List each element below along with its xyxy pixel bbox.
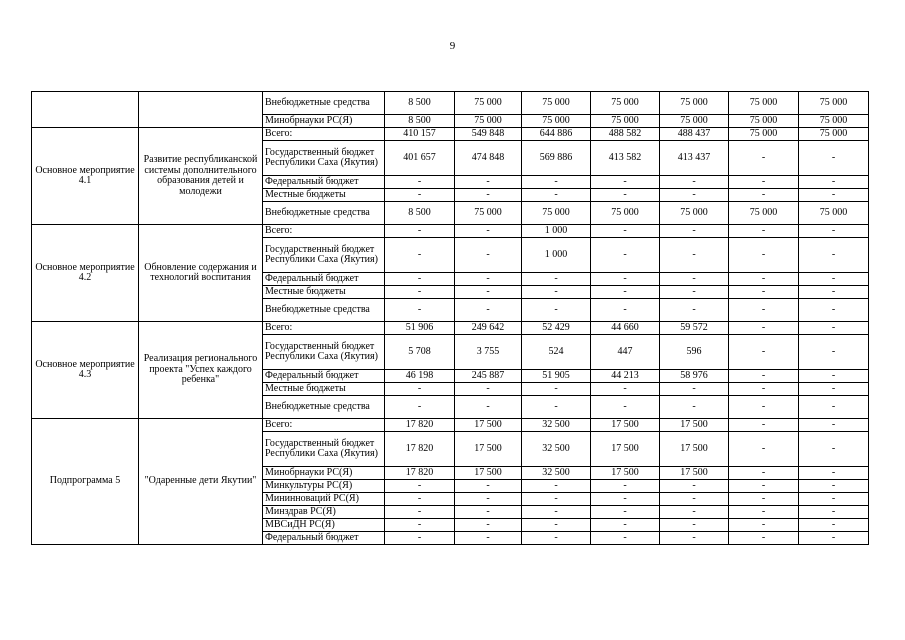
amount-cell: - — [591, 493, 660, 506]
amount-cell: - — [729, 273, 799, 286]
activity-description-cell: Реализация регионального проекта "Успех каждого ребенка" — [139, 322, 263, 419]
amount-cell: - — [522, 189, 591, 202]
amount-cell: 75 000 — [660, 202, 729, 225]
amount-cell: 249 642 — [455, 322, 522, 335]
amount-cell: 75 000 — [729, 128, 799, 141]
amount-cell: - — [455, 286, 522, 299]
funding-source-cell: Внебюджетные средства — [263, 202, 385, 225]
amount-cell: 75 000 — [455, 202, 522, 225]
activity-name-cell: Основное мероприятие 4.3 — [32, 322, 139, 419]
amount-cell: - — [729, 532, 799, 545]
amount-cell: 17 820 — [385, 467, 455, 480]
amount-cell: 1 000 — [522, 238, 591, 273]
page-number: 9 — [449, 40, 456, 52]
amount-cell: - — [729, 493, 799, 506]
amount-cell: - — [455, 176, 522, 189]
amount-cell: - — [799, 506, 869, 519]
amount-cell: 58 976 — [660, 370, 729, 383]
funding-source-cell: Государственный бюджет Республики Саха (Якутия) — [263, 432, 385, 467]
funding-source-cell: Федеральный бюджет — [263, 532, 385, 545]
amount-cell: - — [522, 299, 591, 322]
amount-cell: - — [522, 176, 591, 189]
funding-source-cell: Государственный бюджет Республики Саха (Якутия) — [263, 335, 385, 370]
activity-name-cell: Подпрограмма 5 — [32, 419, 139, 545]
amount-cell: 524 — [522, 335, 591, 370]
amount-cell: - — [799, 493, 869, 506]
amount-cell: - — [455, 532, 522, 545]
amount-cell: 32 500 — [522, 467, 591, 480]
amount-cell: 75 000 — [799, 115, 869, 128]
amount-cell: - — [660, 189, 729, 202]
funding-source-cell: Федеральный бюджет — [263, 176, 385, 189]
activity-description-cell: Обновление содержания и технологий воспитания — [139, 225, 263, 322]
amount-cell: 51 905 — [522, 370, 591, 383]
amount-cell: - — [455, 189, 522, 202]
activity-name-cell: Основное мероприятие 4.2 — [32, 225, 139, 322]
amount-cell: - — [799, 370, 869, 383]
amount-cell: 447 — [591, 335, 660, 370]
amount-cell: - — [660, 383, 729, 396]
funding-source-cell: Федеральный бюджет — [263, 273, 385, 286]
amount-cell: 17 500 — [660, 419, 729, 432]
amount-cell: 75 000 — [660, 115, 729, 128]
amount-cell: - — [591, 176, 660, 189]
amount-cell: 17 500 — [455, 419, 522, 432]
amount-cell: - — [799, 335, 869, 370]
amount-cell: - — [591, 273, 660, 286]
amount-cell: - — [385, 532, 455, 545]
amount-cell: 17 500 — [660, 467, 729, 480]
activity-description-cell: Развитие республиканской системы дополнительного образования детей и молодежи — [139, 128, 263, 225]
funding-source-cell: Всего: — [263, 322, 385, 335]
amount-cell: - — [591, 299, 660, 322]
amount-cell: 44 213 — [591, 370, 660, 383]
amount-cell: 75 000 — [729, 92, 799, 115]
amount-cell: - — [729, 322, 799, 335]
amount-cell: 51 906 — [385, 322, 455, 335]
amount-cell: 59 572 — [660, 322, 729, 335]
amount-cell: 17 500 — [455, 432, 522, 467]
amount-cell: 17 500 — [591, 467, 660, 480]
amount-cell: - — [799, 286, 869, 299]
funding-source-cell: Местные бюджеты — [263, 189, 385, 202]
amount-cell: - — [729, 467, 799, 480]
amount-cell: - — [385, 189, 455, 202]
amount-cell: 5 708 — [385, 335, 455, 370]
amount-cell: 75 000 — [522, 92, 591, 115]
amount-cell: - — [799, 432, 869, 467]
amount-cell: - — [591, 532, 660, 545]
amount-cell: - — [522, 532, 591, 545]
amount-cell: - — [660, 506, 729, 519]
amount-cell: - — [591, 383, 660, 396]
amount-cell: - — [385, 383, 455, 396]
amount-cell: - — [385, 225, 455, 238]
amount-cell: - — [729, 519, 799, 532]
amount-cell: - — [660, 176, 729, 189]
amount-cell: 32 500 — [522, 432, 591, 467]
amount-cell: 3 755 — [455, 335, 522, 370]
amount-cell: 488 582 — [591, 128, 660, 141]
table-row — [32, 128, 869, 141]
amount-cell: - — [385, 273, 455, 286]
amount-cell: 75 000 — [799, 128, 869, 141]
amount-cell: - — [385, 519, 455, 532]
amount-cell: - — [660, 225, 729, 238]
funding-source-cell: Мининноваций РС(Я) — [263, 493, 385, 506]
amount-cell: - — [591, 396, 660, 419]
amount-cell: - — [729, 335, 799, 370]
amount-cell: - — [385, 480, 455, 493]
funding-source-cell: Минкультуры РС(Я) — [263, 480, 385, 493]
amount-cell: - — [522, 506, 591, 519]
amount-cell: 488 437 — [660, 128, 729, 141]
amount-cell: 413 582 — [591, 141, 660, 176]
funding-source-cell: Внебюджетные средства — [263, 396, 385, 419]
table-row — [32, 419, 869, 432]
activity-description-cell: "Одаренные дети Якутии" — [139, 419, 263, 545]
amount-cell: - — [385, 299, 455, 322]
amount-cell: - — [799, 225, 869, 238]
amount-cell: - — [455, 383, 522, 396]
amount-cell: - — [660, 299, 729, 322]
amount-cell: - — [660, 519, 729, 532]
amount-cell: 75 000 — [729, 115, 799, 128]
amount-cell: - — [522, 273, 591, 286]
amount-cell: - — [799, 396, 869, 419]
amount-cell: - — [522, 480, 591, 493]
amount-cell: - — [591, 286, 660, 299]
amount-cell: - — [660, 286, 729, 299]
amount-cell: 75 000 — [522, 115, 591, 128]
amount-cell: 75 000 — [660, 92, 729, 115]
amount-cell: - — [799, 467, 869, 480]
amount-cell: 75 000 — [799, 92, 869, 115]
amount-cell: - — [729, 480, 799, 493]
amount-cell: - — [455, 519, 522, 532]
table-row — [32, 92, 869, 115]
budget-table — [31, 91, 869, 545]
amount-cell: 8 500 — [385, 115, 455, 128]
amount-cell: - — [729, 432, 799, 467]
amount-cell: - — [455, 493, 522, 506]
funding-source-cell: Местные бюджеты — [263, 383, 385, 396]
amount-cell: - — [385, 493, 455, 506]
amount-cell: - — [799, 176, 869, 189]
amount-cell: - — [799, 273, 869, 286]
amount-cell: 46 198 — [385, 370, 455, 383]
amount-cell: - — [729, 396, 799, 419]
amount-cell: - — [729, 225, 799, 238]
amount-cell: 410 157 — [385, 128, 455, 141]
amount-cell: - — [385, 176, 455, 189]
amount-cell: 75 000 — [455, 92, 522, 115]
funding-source-cell: Всего: — [263, 225, 385, 238]
amount-cell: - — [799, 480, 869, 493]
amount-cell: - — [799, 519, 869, 532]
amount-cell: - — [522, 519, 591, 532]
table-row — [32, 225, 869, 238]
amount-cell: - — [660, 396, 729, 419]
amount-cell: - — [591, 480, 660, 493]
amount-cell: - — [385, 286, 455, 299]
amount-cell: - — [591, 519, 660, 532]
amount-cell: 17 500 — [455, 467, 522, 480]
amount-cell: - — [455, 299, 522, 322]
amount-cell: - — [729, 299, 799, 322]
amount-cell: 32 500 — [522, 419, 591, 432]
amount-cell: - — [799, 299, 869, 322]
amount-cell: 17 500 — [660, 432, 729, 467]
amount-cell: - — [799, 383, 869, 396]
amount-cell: - — [455, 396, 522, 419]
amount-cell: - — [660, 273, 729, 286]
amount-cell: 17 500 — [591, 419, 660, 432]
funding-source-cell: Внебюджетные средства — [263, 92, 385, 115]
amount-cell: - — [385, 238, 455, 273]
funding-source-cell: Минобрнауки РС(Я) — [263, 467, 385, 480]
amount-cell: - — [522, 493, 591, 506]
amount-cell: - — [799, 322, 869, 335]
funding-source-cell: МВСиДН РС(Я) — [263, 519, 385, 532]
amount-cell: 75 000 — [522, 202, 591, 225]
amount-cell: - — [799, 238, 869, 273]
amount-cell: - — [729, 176, 799, 189]
amount-cell: 75 000 — [591, 115, 660, 128]
amount-cell: 75 000 — [455, 115, 522, 128]
amount-cell: - — [591, 506, 660, 519]
amount-cell: 44 660 — [591, 322, 660, 335]
amount-cell: - — [799, 532, 869, 545]
amount-cell: - — [455, 273, 522, 286]
amount-cell: 569 886 — [522, 141, 591, 176]
amount-cell: - — [729, 189, 799, 202]
amount-cell: - — [799, 141, 869, 176]
amount-cell: - — [660, 532, 729, 545]
amount-cell: - — [455, 506, 522, 519]
funding-source-cell: Всего: — [263, 419, 385, 432]
amount-cell: - — [455, 480, 522, 493]
funding-source-cell: Минздрав РС(Я) — [263, 506, 385, 519]
amount-cell: 75 000 — [799, 202, 869, 225]
budget-table-body — [32, 92, 869, 545]
amount-cell: - — [660, 493, 729, 506]
amount-cell: - — [385, 506, 455, 519]
funding-source-cell: Минобрнауки РС(Я) — [263, 115, 385, 128]
funding-source-cell: Государственный бюджет Республики Саха (Якутия) — [263, 141, 385, 176]
funding-source-cell: Внебюджетные средства — [263, 299, 385, 322]
amount-cell: - — [729, 286, 799, 299]
funding-source-cell: Федеральный бюджет — [263, 370, 385, 383]
amount-cell: 8 500 — [385, 202, 455, 225]
amount-cell: - — [660, 238, 729, 273]
amount-cell: 17 500 — [591, 432, 660, 467]
amount-cell: - — [729, 506, 799, 519]
amount-cell: 474 848 — [455, 141, 522, 176]
amount-cell: - — [522, 383, 591, 396]
table-row — [32, 322, 869, 335]
activity-name-cell: Основное мероприятие 4.1 — [32, 128, 139, 225]
amount-cell: - — [799, 189, 869, 202]
amount-cell: 596 — [660, 335, 729, 370]
amount-cell: 644 886 — [522, 128, 591, 141]
amount-cell: - — [522, 286, 591, 299]
amount-cell: - — [729, 370, 799, 383]
activity-name-cell — [32, 92, 139, 128]
amount-cell: 549 848 — [455, 128, 522, 141]
amount-cell: 75 000 — [729, 202, 799, 225]
amount-cell: - — [660, 480, 729, 493]
amount-cell: 17 820 — [385, 419, 455, 432]
amount-cell: 75 000 — [591, 92, 660, 115]
amount-cell: 17 820 — [385, 432, 455, 467]
funding-source-cell: Государственный бюджет Республики Саха (Якутия) — [263, 238, 385, 273]
amount-cell: - — [729, 238, 799, 273]
amount-cell: 413 437 — [660, 141, 729, 176]
amount-cell: - — [591, 225, 660, 238]
amount-cell: - — [591, 189, 660, 202]
amount-cell: 8 500 — [385, 92, 455, 115]
amount-cell: 75 000 — [591, 202, 660, 225]
amount-cell: - — [729, 141, 799, 176]
funding-source-cell: Всего: — [263, 128, 385, 141]
amount-cell: - — [455, 225, 522, 238]
amount-cell: - — [591, 238, 660, 273]
funding-source-cell: Местные бюджеты — [263, 286, 385, 299]
amount-cell: - — [729, 419, 799, 432]
amount-cell: - — [522, 396, 591, 419]
amount-cell: 401 657 — [385, 141, 455, 176]
activity-description-cell — [139, 92, 263, 128]
amount-cell: - — [455, 238, 522, 273]
amount-cell: - — [799, 419, 869, 432]
amount-cell: 52 429 — [522, 322, 591, 335]
amount-cell: - — [729, 383, 799, 396]
amount-cell: 1 000 — [522, 225, 591, 238]
amount-cell: - — [385, 396, 455, 419]
amount-cell: 245 887 — [455, 370, 522, 383]
